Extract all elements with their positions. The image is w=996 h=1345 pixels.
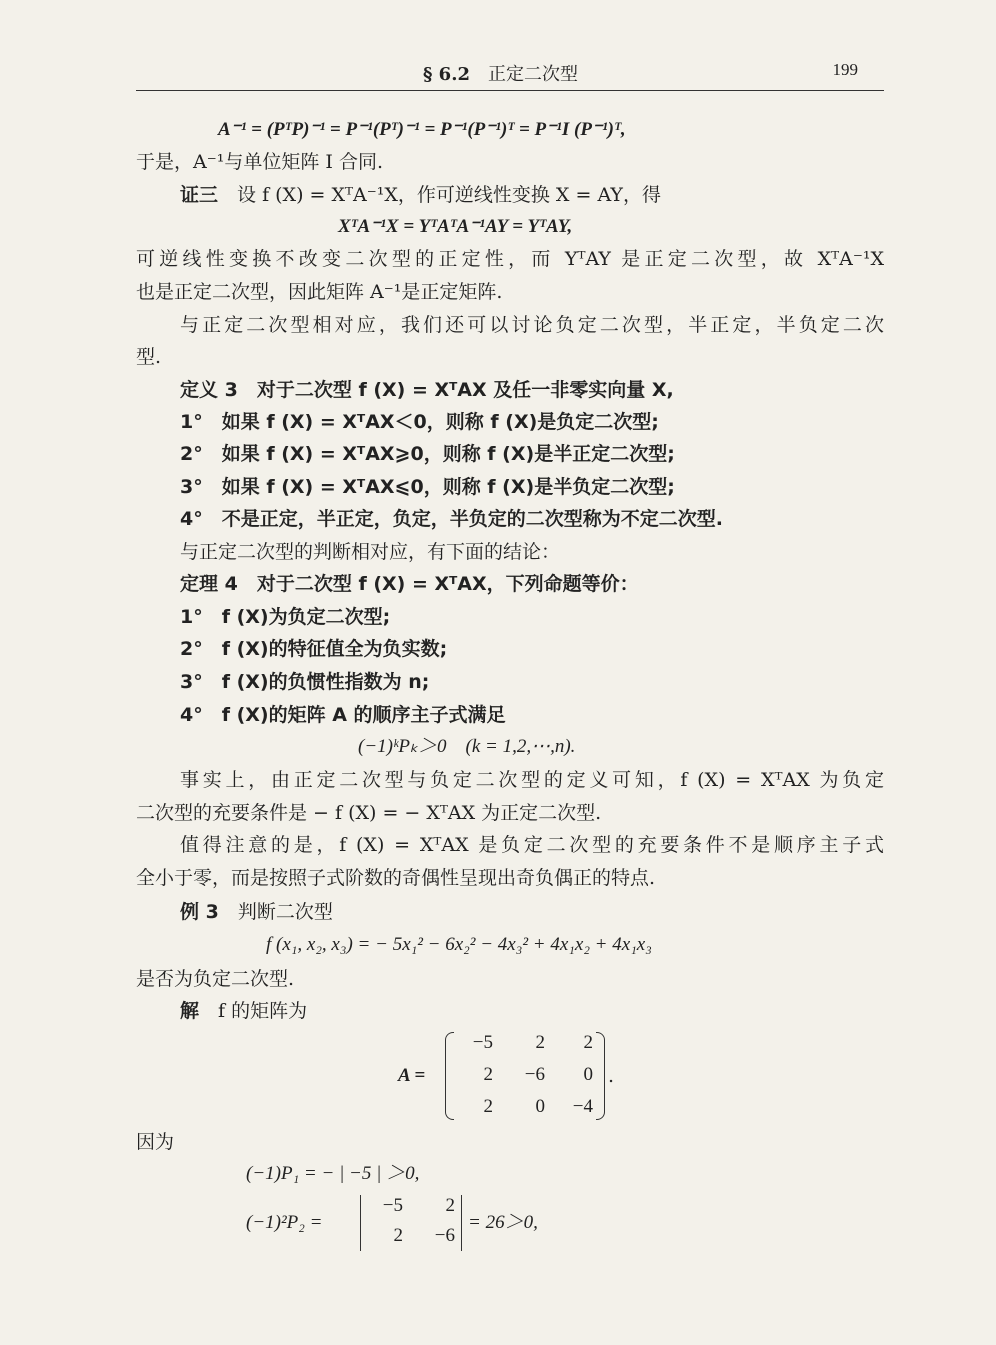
matrix-cell: 2	[483, 1064, 493, 1085]
formula-condition: (−1)ᵏPₖ＞0 (k = 1,2,⋯,n).	[358, 736, 576, 757]
theorem-item: 2° f (X)的特征值全为负实数;	[180, 638, 448, 660]
formula-transform: XᵀA⁻¹X = YᵀAᵀA⁻¹AY = YᵀAY,	[338, 216, 573, 237]
formula-quadratic: f (x₁, x₂, x₃) = − 5x₁² − 6x₂² − 4x₃² + 4x₁x₂ + 4x₁x₃	[266, 934, 652, 955]
matrix-cell: 2	[583, 1032, 593, 1053]
det-cell: 2	[445, 1195, 455, 1216]
example-label: 例 3	[180, 901, 219, 923]
det-cell: −6	[434, 1225, 455, 1246]
theorem-item: 3° f (X)的负惯性指数为 n;	[180, 671, 430, 693]
proof-label: 证三	[180, 184, 219, 206]
matrix-cell: −6	[524, 1064, 545, 1085]
solution-label: 解	[180, 1000, 200, 1022]
matrix-cell: −5	[472, 1032, 493, 1053]
section-number: § 6.2	[423, 64, 470, 85]
section-title	[423, 60, 578, 86]
definition-3: 定义 3 对于二次型 f (X) = XᵀAX 及任一非零实向量 X,	[180, 379, 674, 401]
det-cell: −5	[382, 1195, 403, 1216]
example-3	[180, 900, 333, 924]
text-line: 因为	[136, 1131, 175, 1153]
definition-item: 1° 如果 f (X) = XᵀAX＜0，则称 f (X)是负定二次型;	[180, 411, 659, 433]
page-header	[136, 58, 884, 91]
text-line: 与正定二次型的判断相对应，有下面的结论：	[180, 541, 561, 563]
definition-item: 2° 如果 f (X) = XᵀAX⩾0，则称 f (X)是半正定二次型;	[180, 443, 675, 465]
formula-p2-label: (−1)²P₂ =	[246, 1212, 323, 1233]
definition-item: 4° 不是正定，半正定，负定，半负定的二次型称为不定二次型.	[180, 508, 723, 530]
matrix-cell: 2	[535, 1032, 545, 1053]
text-line: 值得注意的是，f (X) = XᵀAX 是负定二次型的充要条件不是顺序主子式	[180, 834, 884, 856]
matrix-cell: 0	[583, 1064, 593, 1085]
page-number: 199	[832, 60, 858, 79]
section-name: 正定二次型	[488, 64, 578, 85]
matrix-label: A =	[398, 1065, 426, 1086]
text-line: 于是，A⁻¹与单位矩阵 I 合同.	[136, 151, 383, 173]
formula-p2-result: = 26＞0,	[468, 1212, 538, 1233]
text-line: 事实上，由正定二次型与负定二次型的定义可知，f (X) = XᵀAX 为负定	[180, 769, 884, 791]
matrix-cell: 0	[535, 1096, 545, 1117]
matrix-cell: 2	[483, 1096, 493, 1117]
text-line: 型.	[136, 346, 162, 368]
proof-text: 设 f (X) = XᵀA⁻¹X，作可逆线性变换 X = AY，得	[237, 184, 661, 206]
text-line: 也是正定二次型，因此矩阵 A⁻¹是正定矩阵.	[136, 281, 503, 303]
theorem-item: 1° f (X)为负定二次型;	[180, 606, 391, 628]
text-line: 全小于零，而是按照子式阶数的奇偶性呈现出奇负偶正的特点.	[136, 867, 656, 889]
proof-line	[180, 183, 661, 207]
text-line: 二次型的充要条件是 − f (X) = − XᵀAX 为正定二次型.	[136, 802, 602, 824]
formula-p1: (−1)P₁ = − | −5 | ＞0,	[246, 1163, 420, 1184]
det-cell: 2	[393, 1225, 403, 1246]
theorem-item: 4° f (X)的矩阵 A 的顺序主子式满足	[180, 704, 506, 726]
theorem-4: 定理 4 对于二次型 f (X) = XᵀAX，下列命题等价：	[180, 573, 639, 595]
text-line: 与正定二次型相对应，我们还可以讨论负定二次型，半正定，半负定二次	[180, 314, 884, 336]
text-line: 可逆线性变换不改变二次型的正定性，而 YᵀAY 是正定二次型，故 XᵀA⁻¹X	[136, 248, 884, 270]
matrix-a	[445, 1032, 605, 1118]
definition-item: 3° 如果 f (X) = XᵀAX⩽0，则称 f (X)是半负定二次型;	[180, 476, 675, 498]
example-text: 判断二次型	[237, 901, 333, 923]
matrix-period: .	[608, 1065, 615, 1087]
formula-inverse: A⁻¹ = (PᵀP)⁻¹ = P⁻¹(Pᵀ)⁻¹ = P⁻¹(P⁻¹)ᵀ = P⁻¹I (P⁻¹)ᵀ,	[218, 119, 626, 140]
text-line: 是否为负定二次型.	[136, 968, 295, 990]
matrix-bracket-right	[596, 1032, 605, 1120]
solution-line	[180, 999, 307, 1023]
matrix-cell: −4	[572, 1096, 593, 1117]
determinant-2x2	[360, 1195, 462, 1251]
solution-text: f 的矩阵为	[218, 1000, 308, 1022]
